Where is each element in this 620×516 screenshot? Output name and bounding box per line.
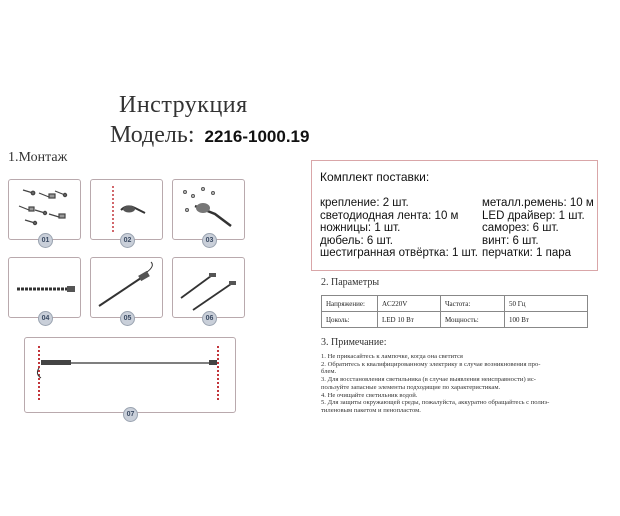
note-line: 2. Обратитесь к квалифицированному электрику в случае возникновения про-: [321, 360, 541, 368]
param-value: 100 Вт: [505, 312, 588, 328]
note-line: 3. Для восстановления светильника (в случае выявления неисправности) ис-: [321, 376, 536, 384]
kit-item: перчатки: 1 пара: [482, 247, 572, 260]
model-line: [110, 122, 309, 149]
step-02-panel: [90, 179, 163, 244]
table-row: [322, 312, 588, 328]
step-badge-01: 01: [38, 233, 53, 248]
step-badge-06: 06: [202, 311, 217, 326]
params-table: [321, 295, 588, 328]
led-strip-illustration: [9, 258, 80, 317]
param-label: Частота:: [441, 296, 505, 312]
step-05-panel: [90, 257, 163, 322]
step-badge-03: 03: [202, 233, 217, 248]
kit-left-column: [320, 197, 478, 260]
kit-item: светодиодная лента: 10 м: [320, 209, 459, 222]
note-line: пользуйте запасные элементы подходящие по характеристикам.: [321, 383, 501, 391]
kit-title: Комплект поставки:: [320, 170, 430, 184]
kit-contents-box: [311, 160, 598, 271]
kit-item: LED драйвер: 1 шт.: [482, 209, 585, 222]
model-label: Модель:: [110, 122, 195, 148]
step-badge-02: 02: [120, 233, 135, 248]
param-value: AC220V: [378, 296, 441, 312]
note-line: 5. Для защиты окружающей среды, пожалуйста, аккуратно обращайтесь с полиэ-: [321, 399, 550, 407]
wall-mount-illustration: [91, 180, 162, 239]
param-label: Цоколь:: [322, 312, 378, 328]
step-07-panel: [24, 337, 236, 418]
step-badge-05: 05: [120, 311, 135, 326]
note-line: 4. Не очищайте светильник водой.: [321, 391, 418, 399]
connector-illustration: [173, 258, 244, 317]
step-04-panel: [8, 257, 81, 322]
kit-item: ножницы: 1 шт.: [320, 222, 401, 235]
param-label: Мощность:: [441, 312, 505, 328]
table-row: [322, 296, 588, 312]
note-line: тиленовым пакетом и пенопластом.: [321, 406, 421, 414]
montage-heading: 1.Монтаж: [8, 150, 68, 165]
page-title: Инструкция: [119, 92, 248, 118]
kit-item: винт: 6 шт.: [482, 234, 539, 247]
kit-right-column: [482, 197, 594, 260]
kit-item: шестигранная отвёртка: 1 шт.: [320, 247, 478, 260]
installation-illustration: [25, 338, 235, 412]
step-badge-04: 04: [38, 311, 53, 326]
step-badge-07: 07: [123, 407, 138, 422]
param-value: 50 Гц: [505, 296, 588, 312]
kit-item: саморез: 6 шт.: [482, 222, 559, 235]
note-line: 1. Не прикасайтесь к лампочке, когда она светится: [321, 353, 463, 360]
kit-item: металл.ремень: 10 м: [482, 197, 594, 209]
model-number: 2216-1000.19: [204, 127, 310, 146]
params-heading: 2. Параметры: [321, 277, 380, 288]
note-line: блем.: [321, 368, 337, 376]
screws-illustration: [9, 180, 80, 239]
param-value: LED 10 Вт: [378, 312, 441, 328]
step-06-panel: [172, 257, 245, 322]
notes-heading: 3. Примечание:: [321, 337, 387, 348]
cable-illustration: [91, 258, 162, 317]
screwing-illustration: [173, 180, 244, 239]
kit-item: дюбель: 6 шт.: [320, 234, 393, 247]
param-label: Напряжение:: [322, 296, 378, 312]
step-01-panel: [8, 179, 81, 244]
step-03-panel: [172, 179, 245, 244]
notes-list: [321, 353, 591, 415]
kit-item: крепление: 2 шт.: [320, 197, 409, 209]
